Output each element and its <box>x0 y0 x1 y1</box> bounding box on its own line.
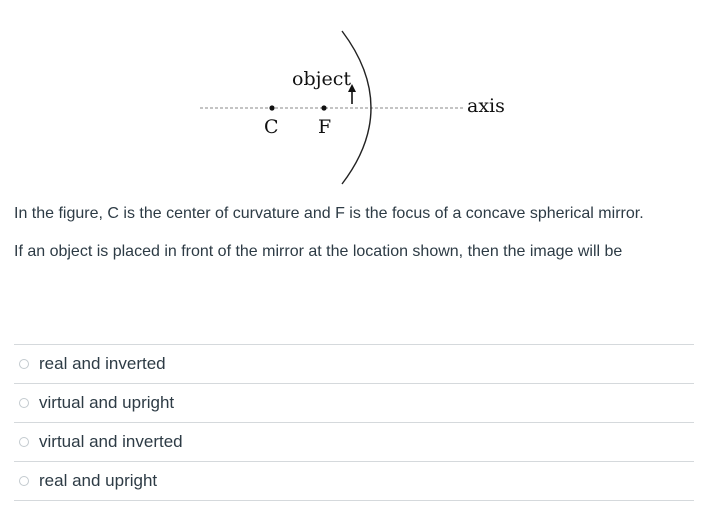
center-of-curvature-point <box>269 105 274 110</box>
axis-label: axis <box>467 95 505 117</box>
radio-button[interactable] <box>19 476 29 486</box>
question-paragraph-1: In the figure, C is the center of curvature and F is the focus of a concave spherical mirror. <box>14 205 644 222</box>
focal-point <box>321 105 326 110</box>
answer-option-virtual-upright[interactable] <box>14 384 694 423</box>
center-label: C <box>264 116 279 138</box>
radio-button[interactable] <box>19 359 29 369</box>
radio-button[interactable] <box>19 437 29 447</box>
focus-label: F <box>318 116 332 138</box>
mirror-figure <box>0 0 710 200</box>
answer-option-real-inverted[interactable] <box>14 345 694 384</box>
answer-label: virtual and inverted <box>39 432 183 451</box>
answer-option-virtual-inverted[interactable] <box>14 423 694 462</box>
answer-label: virtual and upright <box>39 393 175 412</box>
answer-label: real and upright <box>39 471 158 490</box>
object-label: object <box>292 68 352 90</box>
mirror-diagram <box>0 0 710 200</box>
radio-button[interactable] <box>19 398 29 408</box>
answer-label: real and inverted <box>39 354 166 373</box>
answer-list <box>14 344 694 501</box>
question-text <box>14 201 694 265</box>
question-paragraph-2: If an object is placed in front of the mirror at the location shown, then the image will be <box>14 243 623 260</box>
answer-option-real-upright[interactable] <box>14 462 694 501</box>
